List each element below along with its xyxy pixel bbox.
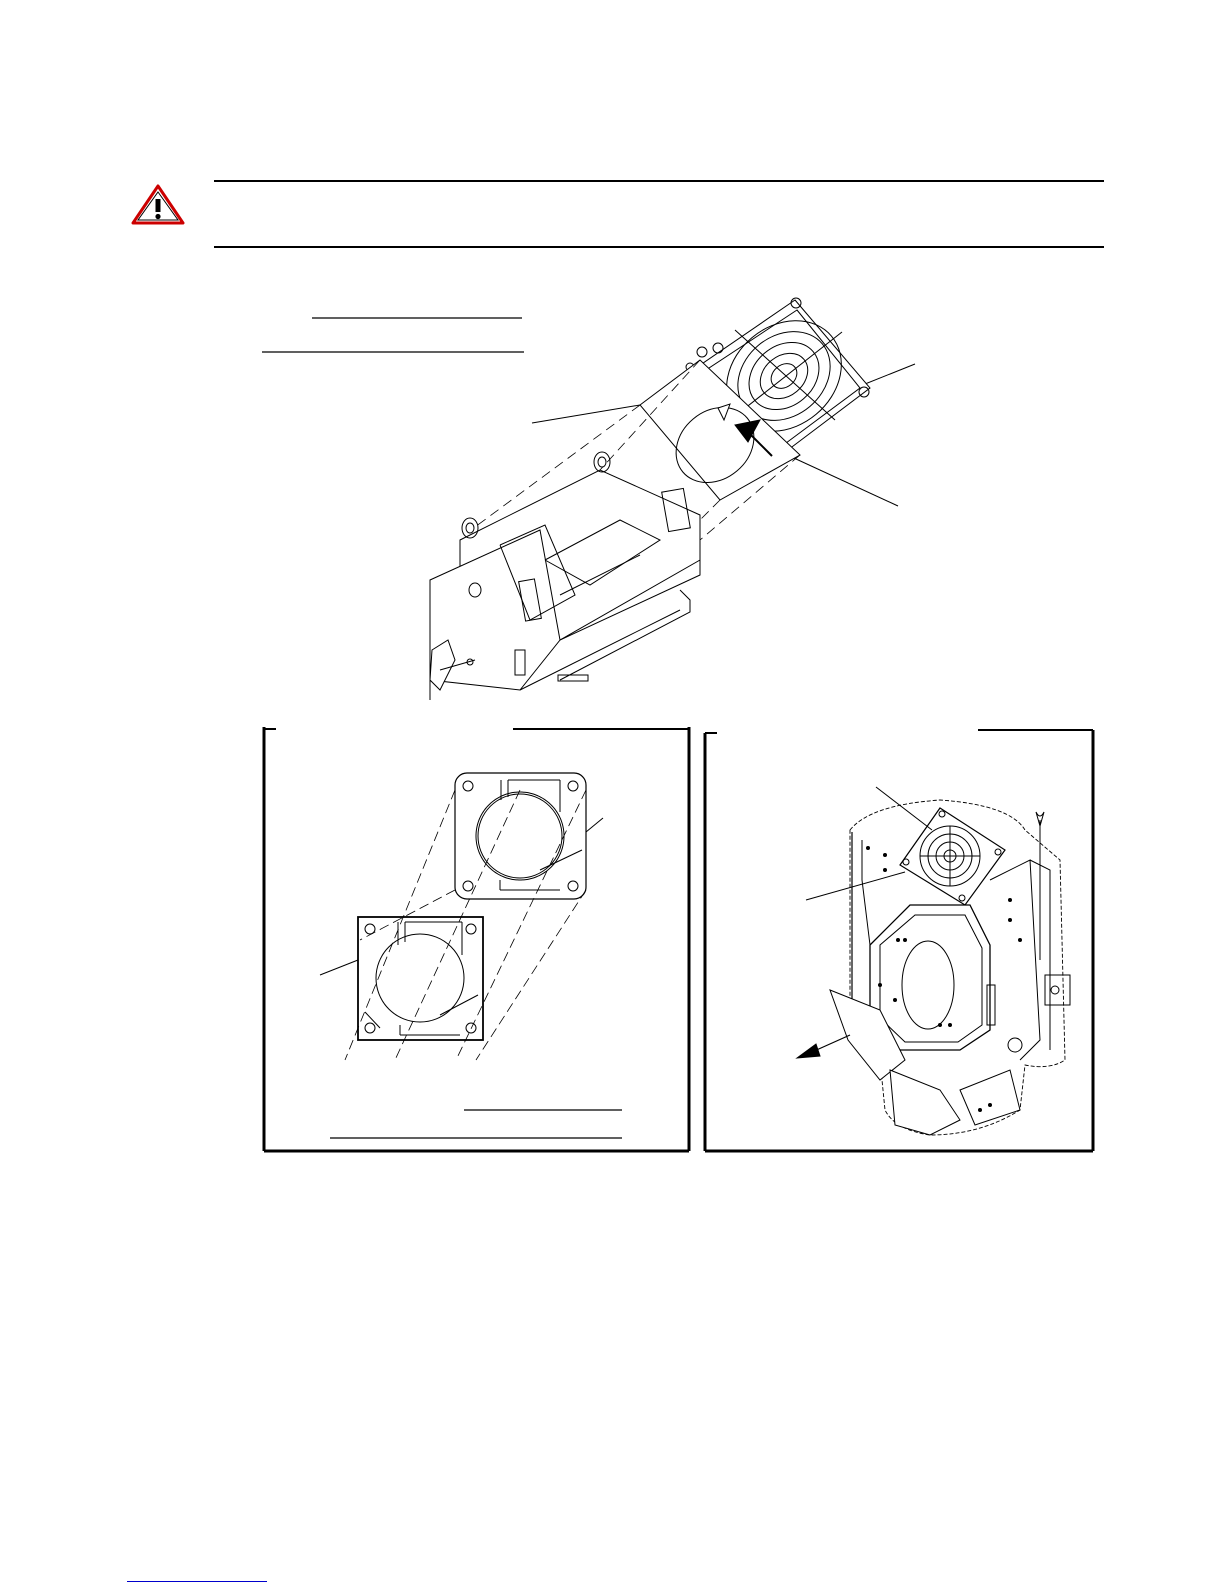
warning-top-rule <box>214 180 1104 182</box>
warning-bottom-rule <box>214 246 1104 248</box>
footer-link-underline[interactable] <box>127 1581 267 1582</box>
